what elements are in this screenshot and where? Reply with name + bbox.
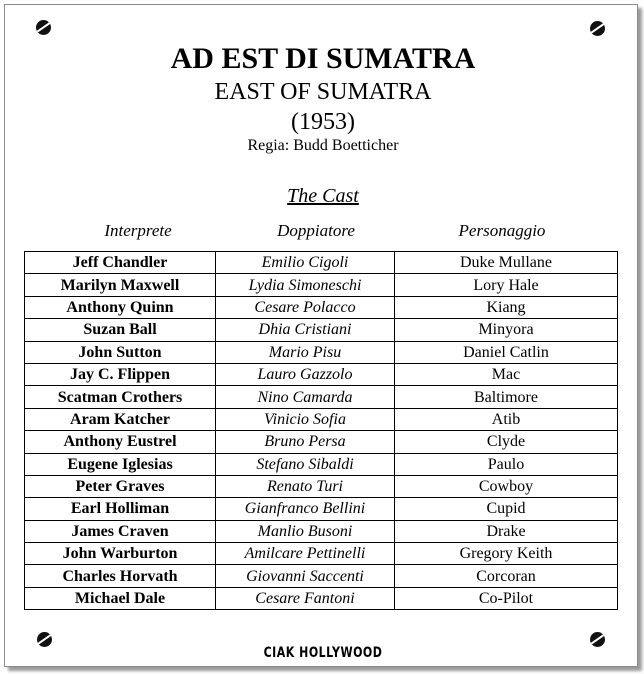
character-cell: Daniel Catlin: [395, 341, 618, 363]
dubber-cell: Gianfranco Bellini: [216, 498, 395, 520]
character-cell: Co-Pilot: [395, 587, 618, 609]
dubber-cell: Cesare Fantoni: [216, 587, 395, 609]
actor-cell: John Sutton: [25, 341, 216, 363]
character-cell: Cowboy: [395, 475, 618, 497]
table-row: [25, 475, 618, 497]
table-row: [25, 543, 618, 565]
dubber-cell: Dhia Cristiani: [216, 319, 395, 341]
table-row: [25, 386, 618, 408]
dubber-cell: Lydia Simoneschi: [216, 274, 395, 296]
character-cell: Baltimore: [395, 386, 618, 408]
actor-cell: Aram Katcher: [25, 408, 216, 430]
table-row: [25, 498, 618, 520]
dubber-cell: Nino Camarda: [216, 386, 395, 408]
table-row: [25, 587, 618, 609]
release-year: (1953): [291, 109, 355, 135]
dubber-cell: Renato Turi: [216, 475, 395, 497]
actor-cell: James Craven: [25, 520, 216, 542]
actor-cell: John Warburton: [25, 543, 216, 565]
table-row: [25, 453, 618, 475]
actor-cell: Peter Graves: [25, 475, 216, 497]
dubber-cell: Cesare Polacco: [216, 296, 395, 318]
actor-cell: Jay C. Flippen: [25, 363, 216, 385]
character-cell: Lory Hale: [395, 274, 618, 296]
character-cell: Cupid: [395, 498, 618, 520]
screw-icon: [590, 21, 605, 36]
character-cell: Gregory Keith: [395, 543, 618, 565]
table-row: [25, 565, 618, 587]
dubber-cell: Mario Pisu: [216, 341, 395, 363]
table-row: [25, 408, 618, 430]
dubber-cell: Bruno Persa: [216, 431, 395, 453]
character-cell: Mac: [395, 363, 618, 385]
dubber-cell: Vinicio Sofia: [216, 408, 395, 430]
dubber-cell: Manlio Busoni: [216, 520, 395, 542]
dubber-cell: Giovanni Saccenti: [216, 565, 395, 587]
actor-cell: Michael Dale: [25, 587, 216, 609]
table-row: [25, 431, 618, 453]
character-cell: Minyora: [395, 319, 618, 341]
table-row: [25, 341, 618, 363]
dubber-cell: Emilio Cigoli: [216, 252, 395, 274]
column-header-dubber: Doppiatore: [277, 221, 355, 240]
actor-cell: Marilyn Maxwell: [25, 274, 216, 296]
character-cell: Corcoran: [395, 565, 618, 587]
dubber-cell: Lauro Gazzolo: [216, 363, 395, 385]
cast-table: [24, 251, 618, 610]
character-cell: Paulo: [395, 453, 618, 475]
character-cell: Duke Mullane: [395, 252, 618, 274]
column-header-actor: Interprete: [104, 221, 172, 240]
table-row: [25, 296, 618, 318]
dubber-cell: Amilcare Pettinelli: [216, 543, 395, 565]
title-italian: AD EST DI SUMATRA: [170, 42, 476, 75]
actor-cell: Eugene Iglesias: [25, 453, 216, 475]
character-cell: Kiang: [395, 296, 618, 318]
table-row: [25, 319, 618, 341]
table-row: [25, 252, 618, 274]
actor-cell: Anthony Eustrel: [25, 431, 216, 453]
ciak-hollywood-logo: CIAK HOLLYWOOD: [263, 644, 383, 661]
director-credit: Regia: Budd Boetticher: [247, 137, 399, 154]
column-header-character: Personaggio: [458, 221, 546, 240]
table-row: [25, 520, 618, 542]
actor-cell: Scatman Crothers: [25, 386, 216, 408]
actor-cell: Earl Holliman: [25, 498, 216, 520]
table-row: [25, 274, 618, 296]
plaque: [4, 4, 638, 667]
actor-cell: Anthony Quinn: [25, 296, 216, 318]
actor-cell: Jeff Chandler: [25, 252, 216, 274]
cast-heading: The Cast: [287, 185, 359, 207]
title-english: EAST OF SUMATRA: [214, 79, 432, 105]
actor-cell: Charles Horvath: [25, 565, 216, 587]
screw-icon: [36, 20, 51, 35]
dubber-cell: Stefano Sibaldi: [216, 453, 395, 475]
character-cell: Clyde: [395, 431, 618, 453]
actor-cell: Suzan Ball: [25, 319, 216, 341]
character-cell: Drake: [395, 520, 618, 542]
character-cell: Atib: [395, 408, 618, 430]
table-row: [25, 363, 618, 385]
